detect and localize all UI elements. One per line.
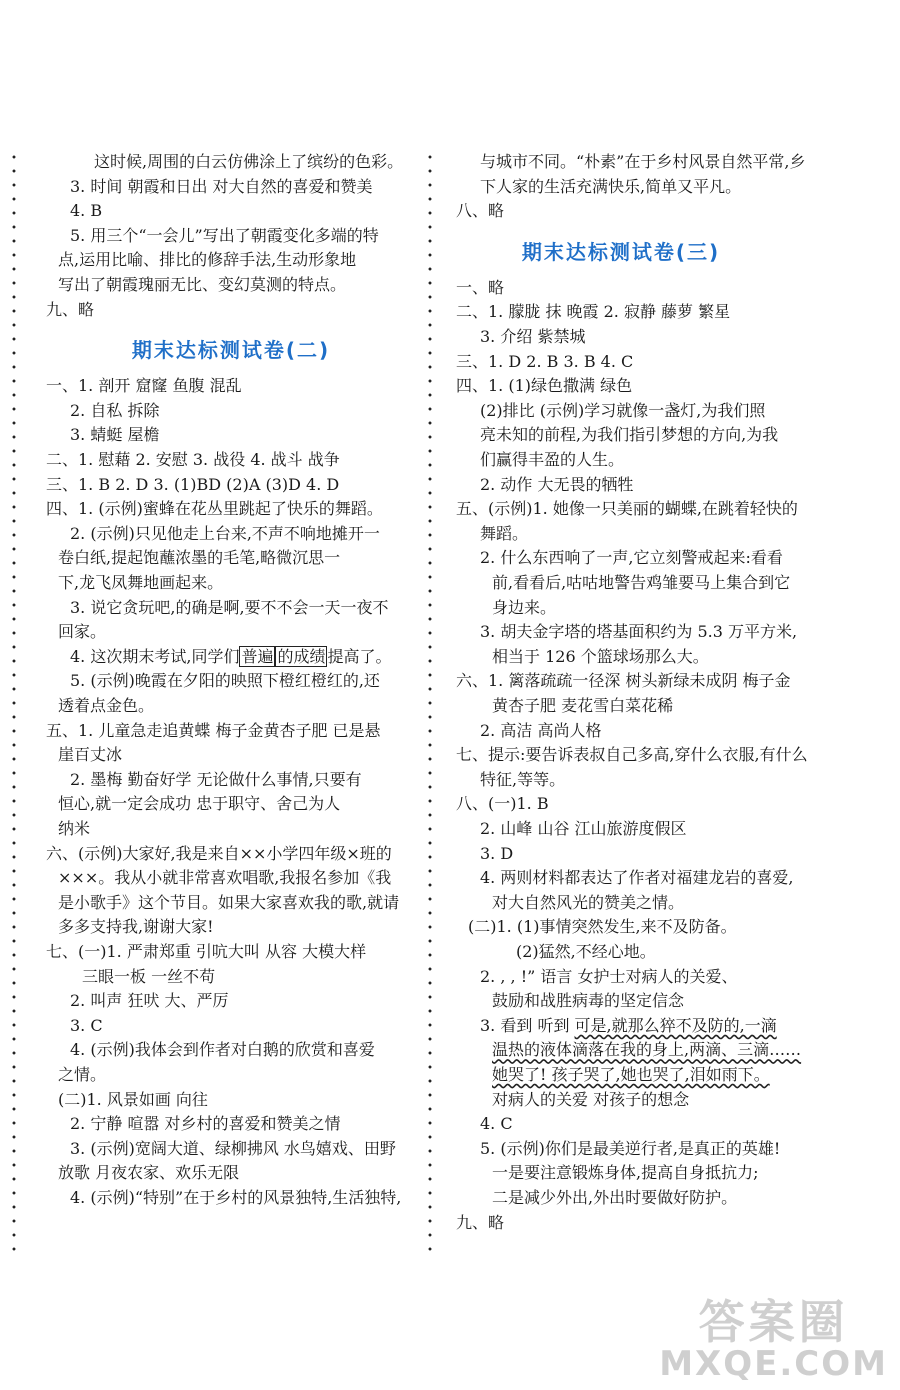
answer-line — [58, 915, 214, 939]
answer-text-after: 提高了。 — [327, 646, 392, 666]
answer-text: (2)排比 (示例)学习就像一盏灯,为我们照 — [480, 400, 766, 420]
answer-text: 身边来。 — [492, 597, 557, 617]
watermark-logo — [659, 1295, 888, 1384]
answer-line — [492, 1088, 689, 1112]
answer-line — [480, 473, 633, 497]
answer-text: 二是减少外出,外出时要做好防护。 — [492, 1188, 738, 1207]
answer-line — [82, 965, 215, 989]
answer-line — [456, 350, 633, 374]
answer-text: 3. C — [70, 1015, 103, 1035]
answer-text: 五、1. 儿童急走追黄蝶 梅子金黄杏子肥 已是悬 — [46, 720, 381, 740]
answer-line — [492, 891, 684, 915]
answer-text: 相当于 126 个篮球场那么大。 — [492, 646, 709, 666]
answer-text: 点,运用比喻、排比的修辞手法,生动形象地 — [58, 250, 357, 270]
answer-line — [480, 522, 528, 546]
answer-text: 一、略 — [456, 277, 505, 297]
answer-text: 放歌 月夜农家、欢乐无限 — [58, 1163, 240, 1183]
answer-line — [58, 866, 391, 890]
answer-text: 3. 时间 朝霞和日出 对大自然的喜爱和赞美 — [70, 176, 373, 196]
answer-text: ×××。我从小就非常喜欢唱歌,我报名参加《我 — [58, 868, 392, 888]
answer-line — [456, 276, 504, 300]
answer-text: 多多支持我,谢谢大家! — [58, 917, 214, 937]
answer-line — [492, 1186, 737, 1210]
answer-text: 五、(示例)1. 她像一只美丽的蝴蝶,在跳着轻快的 — [456, 499, 798, 519]
answer-text: 3. (示例)宽阔大道、绿柳拂风 水鸟嬉戏、田野 — [70, 1138, 396, 1158]
answer-line — [480, 1014, 777, 1038]
answer-text: 4. (示例)“特别”在于乡村的风景独特,生活独特, — [70, 1188, 402, 1207]
answer-line — [480, 768, 565, 792]
answer-text: (二)1. (1)事情突然发生,来不及防备。 — [468, 917, 737, 937]
answer-text: 一、1. 剖开 窟窿 鱼腹 混乱 — [46, 376, 242, 396]
answer-line — [516, 940, 656, 964]
answer-text: 回家。 — [58, 622, 107, 642]
answer-text: 八、略 — [456, 201, 505, 221]
answer-text: 3. 看到 听到 — [480, 1015, 575, 1035]
answer-line — [70, 645, 392, 669]
answer-text: 2. 什么东西响了一声,它立刻警戒起来:看看 — [480, 548, 783, 568]
answer-line — [46, 719, 381, 743]
answer-line — [58, 1088, 208, 1112]
answer-text: 2. 自私 拆除 — [70, 400, 160, 420]
answer-line — [46, 473, 339, 497]
answer-text: 六、(示例)大家好,我是来自××小学四年级×班的 — [46, 843, 392, 863]
answer-line — [480, 817, 687, 841]
answer-line — [58, 546, 340, 570]
answer-line — [58, 891, 399, 915]
answer-line — [58, 1161, 239, 1185]
answer-text: 二、1. 朦胧 抹 晚霞 2. 寂静 藤萝 繁星 — [456, 302, 731, 322]
answer-text: 写出了朝霞瑰丽无比、变幻莫测的特点。 — [58, 275, 347, 294]
answer-text: 4. C — [480, 1114, 513, 1134]
answer-text: (二)1. 风景如画 向往 — [58, 1089, 208, 1109]
answer-line — [480, 1112, 513, 1136]
answer-text: 对病人的关爱 对孩子的想念 — [492, 1089, 690, 1109]
answer-text: 鼓励和战胜病毒的坚定信念 — [492, 991, 685, 1011]
left-binding-dots — [12, 150, 16, 1260]
answer-line — [456, 1211, 504, 1235]
answer-text: 纳米 — [58, 819, 91, 838]
answer-line — [456, 199, 504, 223]
answer-line — [480, 1137, 780, 1161]
answer-line — [58, 571, 223, 595]
answer-text: 3. 胡夫金字塔的塔基面积约为 5.3 万平方米, — [480, 622, 798, 642]
answer-text: 3. 说它贪玩吧,的确是啊,要不不会一天一夜不 — [70, 597, 389, 617]
answer-line — [456, 743, 808, 767]
answer-line — [480, 448, 624, 472]
answer-text: 2. 叫声 狂吠 大、严厉 — [70, 991, 229, 1011]
answer-line — [46, 448, 340, 472]
answer-line — [46, 374, 242, 398]
answer-text: 黄杏子肥 麦花雪白菜花稀 — [492, 696, 674, 715]
answer-text: 5. (示例)晚霞在夕阳的映照下橙红橙红的,还 — [70, 671, 380, 691]
answer-line — [492, 571, 790, 595]
answer-text: 二、1. 慰藉 2. 安慰 3. 战役 4. 战斗 战争 — [46, 450, 340, 469]
answer-text: 三眼一板 一丝不苟 — [82, 966, 216, 986]
answer-line — [58, 817, 90, 841]
answer-line — [492, 596, 556, 620]
answer-text: 崖百丈冰 — [58, 745, 123, 765]
answer-text: 4. 这次期末考试,同学们 — [70, 646, 240, 666]
answer-text: 特征,等等。 — [480, 769, 566, 789]
answer-line — [480, 150, 805, 174]
answer-line — [456, 497, 798, 521]
answer-line — [480, 965, 737, 989]
answer-text: 下人家的生活充满快乐,简单又平凡。 — [480, 176, 742, 196]
answer-text: 是小歌手》这个节目。如果大家喜欢我的歌,就请 — [58, 892, 400, 912]
answer-text: 三、1. D 2. B 3. B 4. C — [456, 351, 634, 371]
answer-line — [46, 298, 94, 322]
watermark-line1: 答案圈 — [698, 1295, 849, 1349]
answer-text: 2. (示例)只见他走上台来,不声不响地摊开一 — [70, 523, 380, 543]
answer-line — [480, 175, 741, 199]
answer-text: 七、(一)1. 严肃郑重 引吭大叫 从容 大模大样 — [46, 942, 367, 961]
answer-line — [480, 620, 797, 644]
answer-line — [480, 423, 778, 447]
wavy-underlined-text: 她哭了! 孩子哭了,她也哭了,泪如雨下。 — [492, 1065, 770, 1084]
answer-line — [58, 248, 356, 272]
answer-text: 2. 高洁 高尚人格 — [480, 720, 602, 740]
answer-text: 七、提示:要告诉表叔自己多高,穿什么衣服,有什么 — [456, 745, 808, 765]
answer-line — [480, 842, 513, 866]
answer-line — [58, 620, 106, 644]
answer-text: 对大自然风光的赞美之情。 — [492, 892, 685, 912]
answer-text: 六、1. 篱落疏疏一径深 树头新绿未成阴 梅子金 — [456, 671, 791, 691]
answer-text: 四、1. (1)绿色撒满 绿色 — [456, 376, 633, 396]
wavy-underlined-text: 可是,就那么猝不及防的,一滴 — [574, 1015, 777, 1035]
answer-line — [480, 325, 585, 349]
answer-text: 4. (示例)我体会到作者对白鹅的欣赏和喜爱 — [70, 1040, 375, 1060]
answer-line — [58, 694, 154, 718]
answer-line — [46, 497, 383, 521]
answer-line — [480, 399, 765, 423]
answer-line — [492, 1063, 770, 1087]
answer-line — [492, 645, 709, 669]
answer-text: 2. 动作 大无畏的牺牲 — [480, 474, 634, 494]
answer-line — [480, 719, 601, 743]
answer-line — [70, 768, 362, 792]
answer-line — [492, 1038, 801, 1062]
boxed-word: 普遍 — [241, 646, 274, 666]
answer-text: 卷白纸,提起饱蘸浓墨的毛笔,略微沉思一 — [58, 548, 341, 568]
answer-line — [70, 989, 229, 1013]
section-title: 期末达标测试卷(三) — [521, 239, 721, 264]
answer-line — [480, 546, 783, 570]
answer-line — [70, 1186, 401, 1210]
answer-text: 透着点金色。 — [58, 696, 155, 715]
answer-text: 八、(一)1. B — [456, 794, 549, 814]
answer-text: 3. 介绍 紫禁城 — [480, 327, 586, 346]
answer-text: 4. 两则材料都表达了作者对福建龙岩的喜爱, — [480, 868, 794, 888]
answer-line — [492, 1161, 758, 1185]
answer-line — [70, 175, 373, 199]
answer-text: 九、略 — [46, 299, 95, 319]
answer-line — [456, 300, 730, 324]
answer-line — [70, 669, 380, 693]
answer-text: (2)猛然,不经心地。 — [516, 942, 656, 961]
answer-line — [70, 1112, 341, 1136]
answer-line — [70, 596, 389, 620]
answer-line — [492, 694, 673, 718]
answer-line — [70, 423, 159, 447]
answer-line — [456, 792, 549, 816]
answer-line — [70, 522, 380, 546]
answer-line — [70, 399, 159, 423]
answer-line — [46, 940, 366, 964]
center-divider-dots — [428, 150, 432, 1260]
answer-text: 亮未知的前程,为我们指引梦想的方向,为我 — [480, 425, 779, 445]
answer-line — [94, 150, 403, 174]
answer-line — [58, 1063, 106, 1087]
answer-line — [46, 842, 392, 866]
answer-line — [492, 989, 684, 1013]
answer-text: 之情。 — [58, 1065, 107, 1084]
boxed-word: 的成绩 — [277, 646, 326, 666]
answer-text: 这时候,周围的白云仿佛涂上了缤纷的色彩。 — [94, 152, 404, 171]
answer-text: 与城市不同。“朴素”在于乡村风景自然平常,乡 — [480, 152, 806, 171]
answer-text: 5. 用三个“一会儿”写出了朝霞变化多端的特 — [70, 225, 379, 245]
answer-text: 三、1. B 2. D 3. (1)BD (2)A (3)D 4. D — [46, 474, 340, 494]
answer-text: 前,看看后,咕咕地警告鸡雏要马上集合到它 — [492, 573, 791, 592]
answer-text: 3. D — [480, 843, 514, 863]
answer-line — [58, 743, 122, 767]
answer-text: 5. (示例)你们是最美逆行者,是真正的英雄! — [480, 1138, 781, 1158]
watermark-line2: MXQE.COM — [659, 1344, 888, 1384]
answer-text: 一是要注意锻炼身体,提高自身抵抗力; — [492, 1163, 759, 1183]
answer-text: 2. 墨梅 勤奋好学 无论做什么事情,只要有 — [70, 769, 362, 789]
answer-line — [70, 1137, 396, 1161]
answer-line — [70, 224, 379, 248]
answer-line — [70, 1014, 103, 1038]
answer-line — [70, 199, 102, 223]
section-title: 期末达标测试卷(二) — [131, 338, 331, 363]
answer-text: 恒心,就一定会成功 忠于职守、舍己为人 — [58, 794, 341, 814]
answer-line — [456, 374, 632, 398]
answer-line — [480, 866, 793, 890]
answer-line — [58, 273, 346, 297]
answer-text: 九、略 — [456, 1212, 505, 1232]
answer-text: 舞蹈。 — [480, 523, 529, 543]
answer-line — [58, 792, 340, 816]
answer-text: 2. 宁静 喧嚣 对乡村的喜爱和赞美之情 — [70, 1114, 341, 1134]
answer-text: 们赢得丰盈的人生。 — [480, 450, 625, 469]
answer-line — [468, 915, 737, 939]
answer-line — [70, 1038, 375, 1062]
answer-text: 四、1. (示例)蜜蜂在花丛里跳起了快乐的舞蹈。 — [46, 499, 383, 519]
answer-line — [456, 669, 791, 693]
answer-text: 下,龙飞凤舞地画起来。 — [58, 573, 224, 592]
answer-text: 2. 山峰 山谷 江山旅游度假区 — [480, 819, 687, 838]
answer-text: 2. , , !” 语言 女护士对病人的关爱、 — [480, 966, 738, 986]
wavy-underlined-text: 温热的液体滴落在我的身上,两滴、三滴…… — [492, 1040, 802, 1060]
answer-text: 3. 蜻蜓 屋檐 — [70, 425, 160, 445]
answer-text: 4. B — [70, 201, 103, 221]
